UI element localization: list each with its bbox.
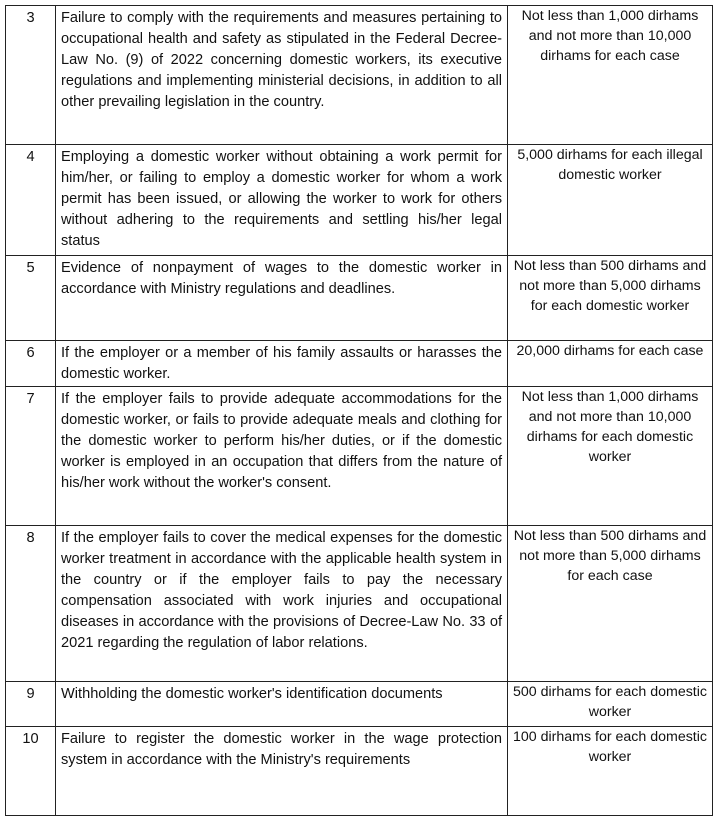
table-row [6, 387, 713, 526]
row-number: 6 [6, 341, 56, 387]
row-number: 4 [6, 145, 56, 256]
penalty-amount: 5,000 dirhams for each illegal domestic worker [508, 145, 713, 256]
violation-description: Withholding the domestic worker's identification documents [56, 682, 508, 727]
penalty-amount: Not less than 1,000 dirhams and not more than 10,000 dirhams for each domestic worker [508, 387, 713, 526]
penalty-amount: 500 dirhams for each domestic worker [508, 682, 713, 727]
penalties-table [5, 5, 713, 816]
violation-description: If the employer or a member of his family assaults or harasses the domestic worker. [56, 341, 508, 387]
row-number: 9 [6, 682, 56, 727]
table-row [6, 526, 713, 682]
violation-description: If the employer fails to provide adequate accommodations for the domestic worker, or fails to provide adequate meals and clothing for the domestic worker to perform his/her duties, or if the domestic worker is employed in an occupation that differs from the nature of his/her work without the worker's consent. [56, 387, 508, 526]
violation-description: If the employer fails to cover the medical expenses for the domestic worker treatment in accordance with the applicable health system in the country or if the employer fails to pay the necessary compensation associated with work injuries and occupational diseases in accordance with the provisions of Decree-Law No. 33 of 2021 regarding the regulation of labor relations. [56, 526, 508, 682]
penalty-amount: Not less than 500 dirhams and not more than 5,000 dirhams for each domestic worker [508, 256, 713, 341]
table-row [6, 6, 713, 145]
penalty-amount: Not less than 1,000 dirhams and not more than 10,000 dirhams for each case [508, 6, 713, 145]
row-number: 5 [6, 256, 56, 341]
violation-description: Evidence of nonpayment of wages to the domestic worker in accordance with Ministry regulations and deadlines. [56, 256, 508, 341]
table-row [6, 145, 713, 256]
table-row [6, 727, 713, 816]
row-number: 3 [6, 6, 56, 145]
table-row [6, 341, 713, 387]
violation-description: Failure to register the domestic worker in the wage protection system in accordance with the Ministry's requirements [56, 727, 508, 816]
row-number: 7 [6, 387, 56, 526]
penalty-amount: 100 dirhams for each domestic worker [508, 727, 713, 816]
penalty-amount: Not less than 500 dirhams and not more than 5,000 dirhams for each case [508, 526, 713, 682]
penalty-amount: 20,000 dirhams for each case [508, 341, 713, 387]
row-number: 8 [6, 526, 56, 682]
table-row [6, 682, 713, 727]
row-number: 10 [6, 727, 56, 816]
table-row [6, 256, 713, 341]
violation-description: Employing a domestic worker without obtaining a work permit for him/her, or failing to employ a domestic worker for whom a work permit has been issued, or allowing the worker to work for others without adhering to the requirements and settling his/her legal status [56, 145, 508, 256]
violation-description: Failure to comply with the requirements and measures pertaining to occupational health and safety as stipulated in the Federal Decree-Law No. (9) of 2022 concerning domestic workers, its executive regulations and implementing ministerial decisions, in addition to all other prevailing legislation in the country. [56, 6, 508, 145]
